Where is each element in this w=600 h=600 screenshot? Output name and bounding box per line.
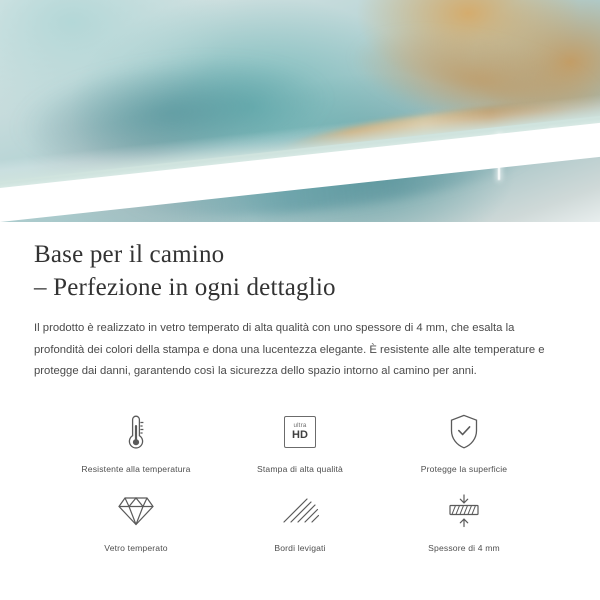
- feature-label: Vetro temperato: [104, 543, 168, 554]
- feature-item-thickness: [382, 488, 546, 553]
- feature-item-surface-protection: [382, 409, 546, 474]
- ultra-hd-icon: [284, 409, 316, 455]
- feature-label: Resistente alla temperatura: [81, 464, 191, 475]
- polished-edges-icon: [281, 488, 319, 534]
- description-paragraph: Il prodotto è realizzato in vetro temperato di alta qualità con uno spessore di 4 mm, che esalta la profondità dei colori della stampa e dona una lucentezza elegante. È resistente alle alte temperature e protegge dai danni, garantendo così la sicurezza dello spazio intorno al camino per anni.: [34, 322, 545, 378]
- feature-item-polished-edges: [218, 488, 382, 553]
- shield-check-icon: [447, 409, 481, 455]
- headline-line-1: Base per il camino: [34, 241, 225, 268]
- thickness-icon: [445, 488, 483, 534]
- headline-line-2: – Perfezione in ogni dettaglio: [34, 274, 336, 301]
- feature-grid: [34, 409, 566, 553]
- diamond-icon: [117, 488, 155, 534]
- feature-label: Spessore di 4 mm: [428, 543, 500, 554]
- feature-label: Bordi levigati: [274, 543, 326, 554]
- page-title: [34, 238, 566, 304]
- thermometer-icon: [124, 409, 148, 455]
- feature-label: Protegge la superficie: [420, 464, 508, 475]
- content-block: [0, 222, 600, 553]
- hero-image: [0, 0, 600, 222]
- feature-item-temperature: [54, 409, 218, 474]
- ultra-hd-badge-top: ultra: [293, 421, 307, 429]
- feature-item-print-quality: [218, 409, 382, 474]
- feature-item-tempered-glass: [54, 488, 218, 553]
- ultra-hd-badge-bottom: HD: [292, 429, 308, 442]
- feature-label: Stampa di alta qualità: [257, 464, 343, 475]
